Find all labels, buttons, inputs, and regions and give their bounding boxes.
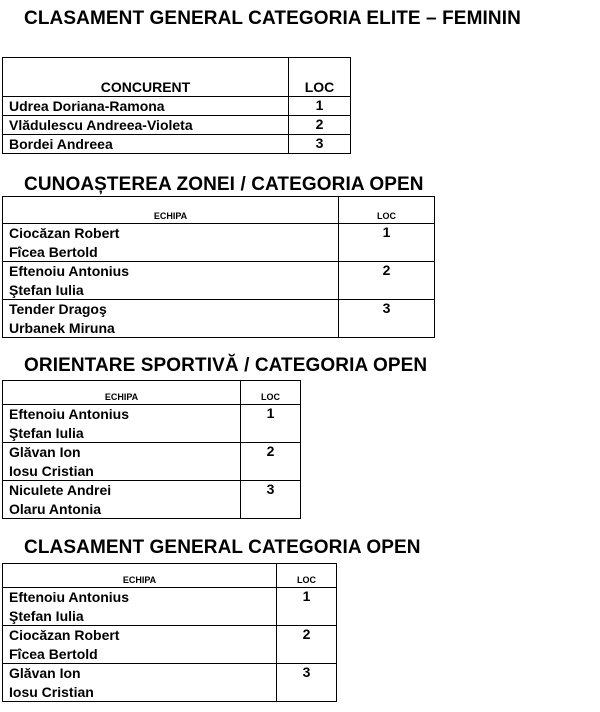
team-members — [3, 664, 277, 702]
cunoasterea-zonei-table — [2, 196, 435, 338]
team-member: Fîcea Bertold — [9, 243, 98, 260]
column-header-echipa: ECHIPA — [3, 197, 339, 224]
team-member: Ştefan Iulia — [9, 607, 84, 624]
column-header-echipa: ECHIPA — [3, 564, 277, 588]
column-header-loc: LOC — [241, 381, 301, 405]
section-1-title: CLASAMENT GENERAL CATEGORIA ELITE – FEMININ — [24, 8, 521, 29]
team-member: Urbanek Miruna — [9, 319, 115, 336]
table-header-row — [3, 381, 301, 405]
team-members — [3, 262, 339, 300]
rank-value: 1 — [289, 97, 351, 116]
column-header-loc: LOC — [339, 197, 435, 224]
section-4-title: CLASAMENT GENERAL CATEGORIA OPEN — [24, 537, 421, 558]
table-row — [3, 443, 301, 481]
rank-value: 1 — [339, 224, 435, 262]
team-member: Glăvan Ion — [9, 444, 81, 460]
rank-value: 1 — [277, 588, 337, 626]
rank-value: 2 — [339, 262, 435, 300]
team-member: Eftenoiu Antonius — [9, 263, 130, 279]
team-member: Ştefan Iulia — [9, 281, 84, 298]
team-member: Iosu Cristian — [9, 462, 94, 479]
table-row — [3, 300, 435, 338]
team-member: Ciocăzan Robert — [9, 225, 120, 241]
competitor-name: Bordei Andreea — [3, 135, 289, 154]
section-3-title: ORIENTARE SPORTIVĂ / CATEGORIA OPEN — [24, 355, 428, 376]
team-member: Ştefan Iulia — [9, 424, 84, 441]
table-row — [3, 664, 337, 702]
team-members — [3, 443, 241, 481]
team-member: Fîcea Bertold — [9, 645, 98, 662]
column-header-echipa: ECHIPA — [3, 381, 241, 405]
table-row — [3, 626, 337, 664]
orientare-sportiva-table — [2, 380, 301, 519]
clasament-open-table — [2, 563, 337, 702]
table-row — [3, 97, 351, 116]
team-member: Olaru Antonia — [9, 500, 102, 517]
table-row — [3, 224, 435, 262]
competitor-name: Vlădulescu Andreea-Violeta — [3, 116, 289, 135]
rank-value: 2 — [277, 626, 337, 664]
team-member: Iosu Cristian — [9, 683, 94, 700]
competitor-name: Udrea Doriana-Ramona — [3, 97, 289, 116]
team-members — [3, 481, 241, 519]
team-member: Glăvan Ion — [9, 665, 81, 681]
rank-value: 2 — [289, 116, 351, 135]
column-header-concurent: CONCURENT — [3, 58, 289, 97]
team-members — [3, 405, 241, 443]
team-members — [3, 300, 339, 338]
team-members — [3, 588, 277, 626]
rank-value: 3 — [277, 664, 337, 702]
team-member: Eftenoiu Antonius — [9, 406, 130, 422]
column-header-loc: LOC — [277, 564, 337, 588]
rank-value: 1 — [241, 405, 301, 443]
team-members — [3, 626, 277, 664]
table-header-row — [3, 564, 337, 588]
table-row — [3, 135, 351, 154]
team-member: Niculete Andrei — [9, 482, 112, 498]
column-header-loc: LOC — [289, 58, 351, 97]
table-header-row — [3, 197, 435, 224]
section-2-title: CUNOAȘTEREA ZONEI / CATEGORIA OPEN — [24, 174, 424, 195]
table-row — [3, 262, 435, 300]
rank-value: 3 — [339, 300, 435, 338]
table-row — [3, 481, 301, 519]
rank-value: 3 — [289, 135, 351, 154]
elite-feminin-table — [2, 57, 351, 154]
team-members — [3, 224, 339, 262]
table-row — [3, 405, 301, 443]
team-member: Tender Dragoş — [9, 301, 107, 317]
rank-value: 2 — [241, 443, 301, 481]
team-member: Ciocăzan Robert — [9, 627, 120, 643]
rank-value: 3 — [241, 481, 301, 519]
table-header-row — [3, 58, 351, 97]
table-row — [3, 588, 337, 626]
team-member: Eftenoiu Antonius — [9, 589, 130, 605]
table-row — [3, 116, 351, 135]
